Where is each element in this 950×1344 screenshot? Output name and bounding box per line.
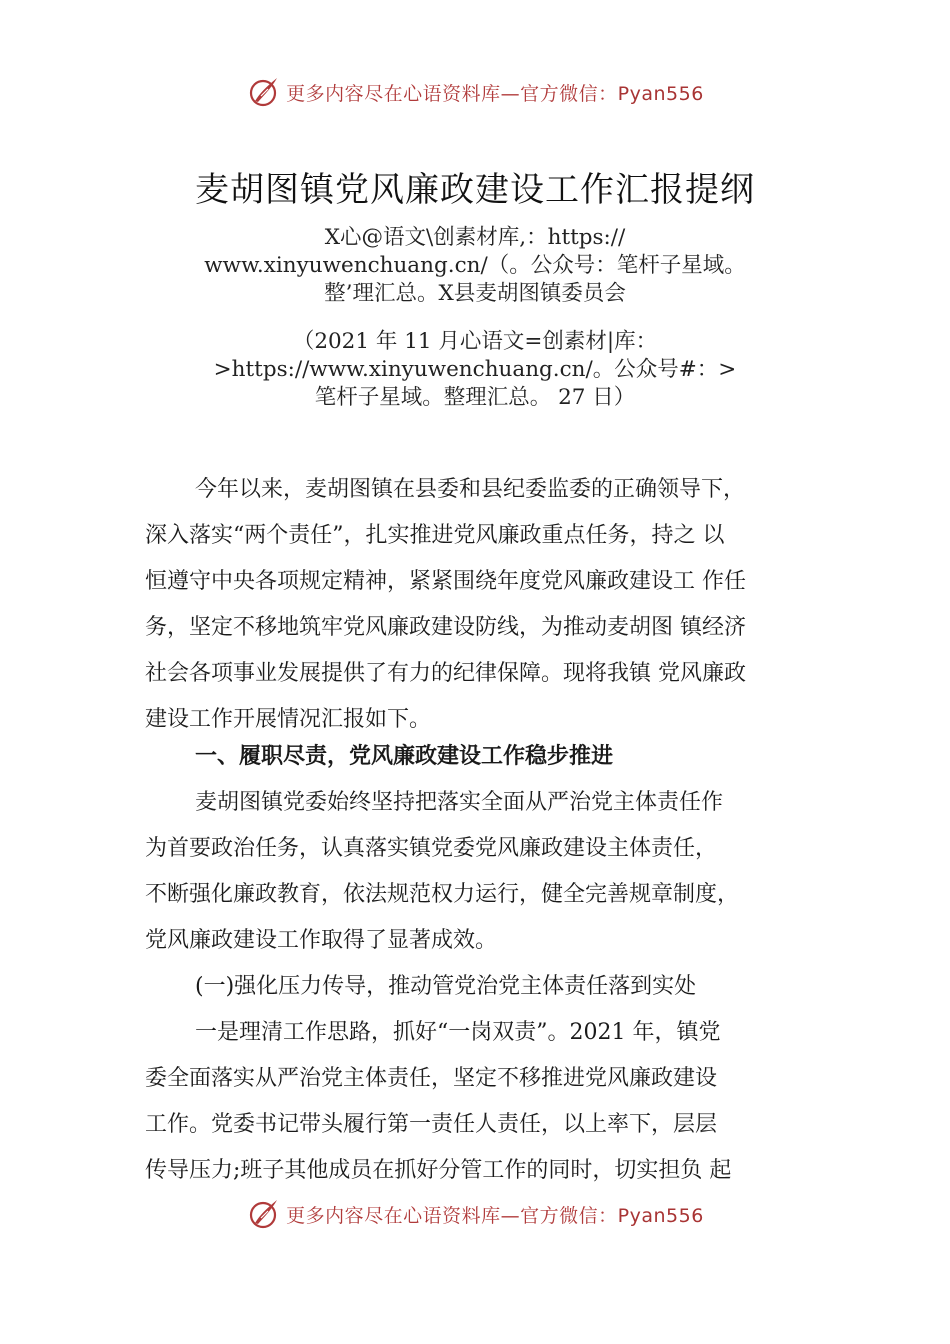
watermark-text: 更多内容尽在心语资料库—官方微信：Pyan556 — [286, 82, 704, 105]
text-line: 不断强化廉政教育，依法规范权力运行，健全完善规章制度， — [145, 882, 740, 907]
text-line: 一是理清工作思路，抓好“一岗双责”。2021 年，镇党 — [195, 1020, 721, 1045]
paragraph-intro — [145, 467, 835, 743]
section-1 — [145, 734, 835, 1194]
meta-line: 笔杆子星域。整理汇总。 27 日） — [314, 385, 636, 410]
header-watermark — [0, 72, 950, 112]
text-line: 社会各项事业发展提供了有力的纪律保障。现将我镇 党风廉政 — [145, 661, 746, 686]
watermark-text: 更多内容尽在心语资料库—官方微信：Pyan556 — [286, 1204, 704, 1227]
text-line: 委全面落实从严治党主体责任，坚定不移推进党风廉政建设 — [145, 1066, 718, 1091]
text-line: 麦胡图镇党委始终坚持把落实全面从严治党主体责任作 — [195, 790, 724, 815]
section-heading: 一、履职尽责，党风廉政建设工作稳步推进 — [195, 744, 614, 769]
text-line: 务，坚定不移地筑牢党风廉政建设防线，为推动麦胡图 镇经济 — [145, 615, 746, 640]
text-line: 党风廉政建设工作取得了显著成效。 — [145, 928, 498, 953]
text-line: 恒遵守中央各项规定精神，紧紧围绕年度党风廉政建设工 作任 — [145, 569, 746, 594]
document-title: 麦胡图镇党风廉政建设工作汇报提纲 — [195, 170, 755, 210]
wechat-id: Pyan556 — [617, 82, 704, 105]
meta-line: X心@语文\创素材库,：https:// — [324, 225, 626, 250]
wechat-id: Pyan556 — [617, 1204, 704, 1227]
meta-line: （2021 年 11 月心语文=创素材|库： — [292, 329, 658, 354]
quill-seal-icon — [246, 75, 280, 109]
footer-watermark — [0, 1194, 950, 1234]
text-line: 为首要政治任务，认真落实镇党委党风廉政建设主体责任， — [145, 836, 718, 861]
text-line: 工作。党委书记带头履行第一责任人责任，以上率下，层层 — [145, 1112, 718, 1137]
meta-line: 整’理汇总。X县麦胡图镇委员会 — [324, 281, 626, 306]
text-line: 传导压力;班子其他成员在抓好分管工作的同时，切实担负 起 — [145, 1158, 732, 1183]
meta-block-1 — [0, 224, 950, 308]
quill-seal-icon — [246, 1197, 280, 1231]
text-line: 建设工作开展情况汇报如下。 — [145, 707, 432, 732]
text-line: 深入落实“两个责任”，扎实推进党风廉政重点任务，持之 以 — [145, 523, 725, 548]
meta-block-2 — [0, 328, 950, 412]
text-line: 今年以来，麦胡图镇在县委和县纪委监委的正确领导下， — [195, 477, 746, 502]
subsection-heading: (一)强化压力传导，推动管党治党主体责任落到实处 — [195, 974, 697, 999]
meta-line: www.xinyuwenchuang.cn/（。公众号：笔杆子星域。 — [204, 253, 746, 278]
meta-line: >https://www.xinyuwenchuang.cn/。公众号#：> — [213, 357, 737, 382]
